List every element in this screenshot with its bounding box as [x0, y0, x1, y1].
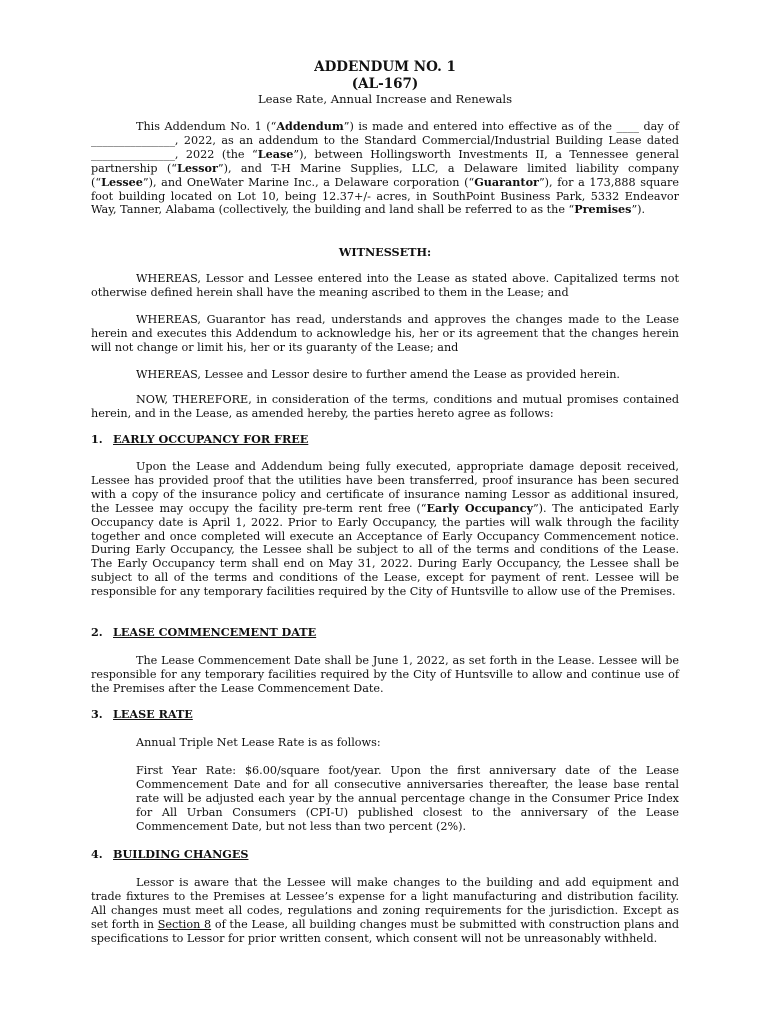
section-number: 2. [91, 625, 103, 639]
defined-term-premises: Premises [574, 202, 632, 217]
section-3-heading [91, 708, 679, 722]
section-title: BUILDING CHANGES [113, 847, 249, 861]
defined-term-lessor: Lessor [176, 160, 218, 175]
section-8-reference: Section 8 [157, 917, 212, 931]
section-title: LEASE COMMENCEMENT DATE [113, 625, 317, 639]
now-therefore-paragraph: NOW, THEREFORE, in consideration of the terms, conditions and mutual promises contained herein, and in the Lease, as amended hereby, the parties hereto agree as follows: [91, 393, 679, 420]
section-2-body: The Lease Commencement Date shall be June 1, 2022, as set forth in the Lease. Lessee will be responsible for any temporary facilities required by the City of Huntsville to allow and continue use of the Premises after the Lease Commencement Date. [91, 654, 679, 695]
whereas-paragraph-2: WHEREAS, Guarantor has read, understands and approves the changes made to the Lease herein and executes this Addendum to acknowledge his, her or its agreement that the changes herein will not change or limit his, her or its guaranty of the Lease; and [91, 313, 679, 354]
defined-term-lease: Lease [257, 146, 294, 161]
section-2-heading [91, 626, 679, 640]
intro-paragraph: This Addendum No. 1 (“Addendum”) is made and entered into effective as of the ____ day of _______________, 2022, as an addendum to the Standard Commercial/Industrial Building Lease dated _______________, 2022 (the “Lease”), between Hollingsworth Investments II, a Tennessee general partnership (“Lessor”), and T-H Marine Supplies, LLC, a Delaware limited liability company (“Lessee”), and OneWater Marine Inc., a Delaware corporation (“Guarantor”), for a 173,888 square foot building located on Lot 10, being 12.37+/- acres, in SouthPoint Business Park, 5332 Endeavor Way, Tanner, Alabama (collectively, the building and land shall be referred to as the “Premises”). [91, 119, 679, 217]
document-code: (AL-167) [351, 76, 419, 92]
section-4-heading [91, 848, 679, 862]
section-number: 1. [91, 432, 103, 446]
section-number: 3. [91, 707, 103, 721]
defined-term-early-occupancy: Early Occupancy [426, 500, 533, 515]
section-title: EARLY OCCUPANCY FOR FREE [113, 432, 309, 446]
section-4-body: Lessor is aware that the Lessee will make changes to the building and add equipment and trade fixtures to the Premises at Lessee’s expense for a light manufacturing and distribution facility. All changes must meet all codes, regulations and zoning requirements for the jurisdiction. Except as set forth in Section 8 of the Lease, all building changes must be submitted with construction plans and specifications to Lessor for prior written consent, which consent will not be unreasonably withheld. [91, 876, 679, 945]
section-1-heading [91, 433, 679, 447]
defined-term-lessee: Lessee [101, 174, 143, 189]
document-subtitle: Lease Rate, Annual Increase and Renewals [257, 92, 513, 106]
section-1-body: Upon the Lease and Addendum being fully executed, appropriate damage deposit received, Lessee has provided proof that the utilities have been transferred, proof insurance has been secured with a copy of the insurance policy and certificate of insurance naming Lessor as additional insured, the Lessee may occupy the facility pre-term rent free (“Early Occupancy”). The anticipated Early Occupancy date is April 1, 2022. Prior to Early Occupancy, the parties will walk through the facility together and once completed will execute an Acceptance of Early Occupancy Commencement notice. During Early Occupancy, the Lessee shall be subject to all of the terms and conditions of the Lease. The Early Occupancy term shall end on May 31, 2022. During Early Occupancy, the Lessee shall be subject to all of the terms and conditions of the Lease, except for payment of rent. Lessee will be responsible for any temporary facilities required by the City of Huntsville to allow use of the Premises. [91, 460, 679, 599]
defined-term-addendum: Addendum [276, 119, 344, 133]
section-3-intro: Annual Triple Net Lease Rate is as follows: [136, 736, 381, 749]
whereas-paragraph-1: WHEREAS, Lessor and Lessee entered into the Lease as stated above. Capitalized terms not otherwise defined herein shall have the meaning ascribed to them in the Lease; and [91, 272, 679, 299]
section-title: LEASE RATE [113, 707, 193, 721]
section-number: 4. [91, 847, 103, 861]
witnesseth-heading: WITNESSETH: [338, 245, 432, 259]
whereas-paragraph-3: WHEREAS, Lessee and Lessor desire to further amend the Lease as provided herein. [136, 368, 620, 381]
defined-term-guarantor: Guarantor [474, 174, 539, 189]
section-3-rate-terms: First Year Rate: $6.00/square foot/year. Upon the first anniversary date of the Lease Commencement Date and for all consecutive anniversaries thereafter, the lease base rental rate will be adjusted each year by the annual percentage change in the Consumer Price Index for All Urban Consumers (CPI-U) published closest to the anniversary of the Lease Commencement Date, but not less than two percent (2%). [136, 764, 679, 833]
document-title: ADDENDUM NO. 1 [314, 59, 456, 75]
